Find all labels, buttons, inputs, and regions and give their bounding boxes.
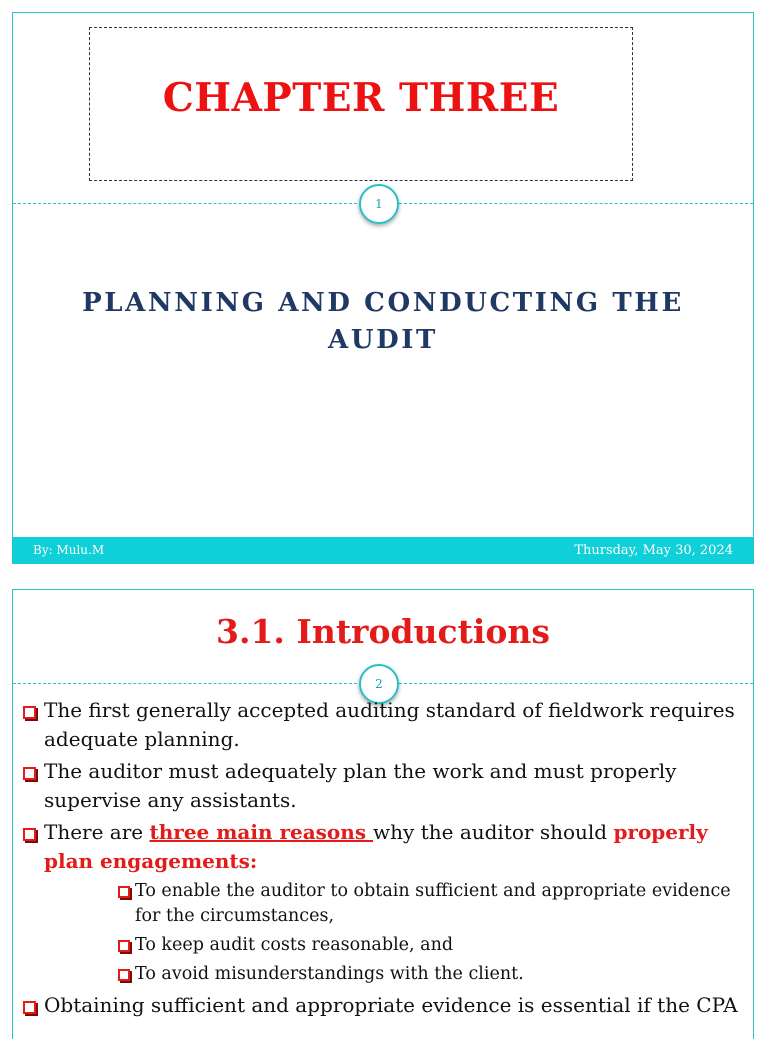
slide-subtitle: PLANNING AND CONDUCTING THE AUDIT bbox=[82, 288, 684, 355]
section-title: 3.1. Introductions bbox=[216, 612, 550, 651]
checkbox-bullet-icon bbox=[23, 828, 36, 841]
checkbox-bullet-icon bbox=[118, 969, 130, 981]
checkbox-bullet-icon bbox=[118, 940, 130, 952]
slide-footer bbox=[13, 537, 753, 563]
page-number-badge: 1 bbox=[359, 184, 399, 224]
sub-bullet-text: To enable the auditor to obtain sufficient and appropriate evidence for the circumstances, bbox=[135, 881, 731, 926]
bullet-item bbox=[21, 757, 743, 815]
bullet-text: Obtaining sufficient and appropriate evidence is essential if the CPA bbox=[44, 993, 738, 1017]
page-number-badge: 2 bbox=[359, 664, 399, 704]
bullet-text-pre: There are bbox=[44, 820, 150, 844]
bullet-list bbox=[21, 696, 743, 1023]
slide-2 bbox=[12, 589, 754, 1039]
slide-1 bbox=[12, 12, 754, 564]
bullet-text: The auditor must adequately plan the work and must properly supervise any assistants. bbox=[44, 759, 677, 812]
title-placeholder-box[interactable] bbox=[89, 27, 633, 181]
checkbox-bullet-icon bbox=[23, 706, 36, 719]
sub-bullet-text: To keep audit costs reasonable, and bbox=[135, 935, 454, 955]
bullet-item bbox=[21, 696, 743, 754]
bullet-item bbox=[21, 991, 743, 1020]
bullet-item bbox=[21, 818, 743, 876]
sub-bullet-item bbox=[117, 933, 743, 958]
footer-author: By: Mulu.M bbox=[33, 543, 105, 557]
footer-date: Thursday, May 30, 2024 bbox=[574, 542, 733, 558]
emphasis-properly-plan: properly plan engagements: bbox=[44, 820, 708, 873]
chapter-title: CHAPTER THREE bbox=[162, 75, 560, 121]
bullet-text-mid: why the auditor should bbox=[373, 820, 614, 844]
checkbox-bullet-icon bbox=[23, 1001, 36, 1014]
bullet-text: The first generally accepted auditing standard of fieldwork requires adequate planning. bbox=[44, 698, 735, 751]
checkbox-bullet-icon bbox=[23, 767, 36, 780]
emphasis-three-main-reasons: three main reasons bbox=[149, 820, 374, 844]
sub-bullet-text: To avoid misunderstandings with the client. bbox=[135, 964, 524, 984]
sub-bullet-list bbox=[117, 879, 743, 987]
sub-bullet-item bbox=[117, 879, 743, 929]
sub-bullet-item bbox=[117, 962, 743, 987]
checkbox-bullet-icon bbox=[118, 886, 130, 898]
